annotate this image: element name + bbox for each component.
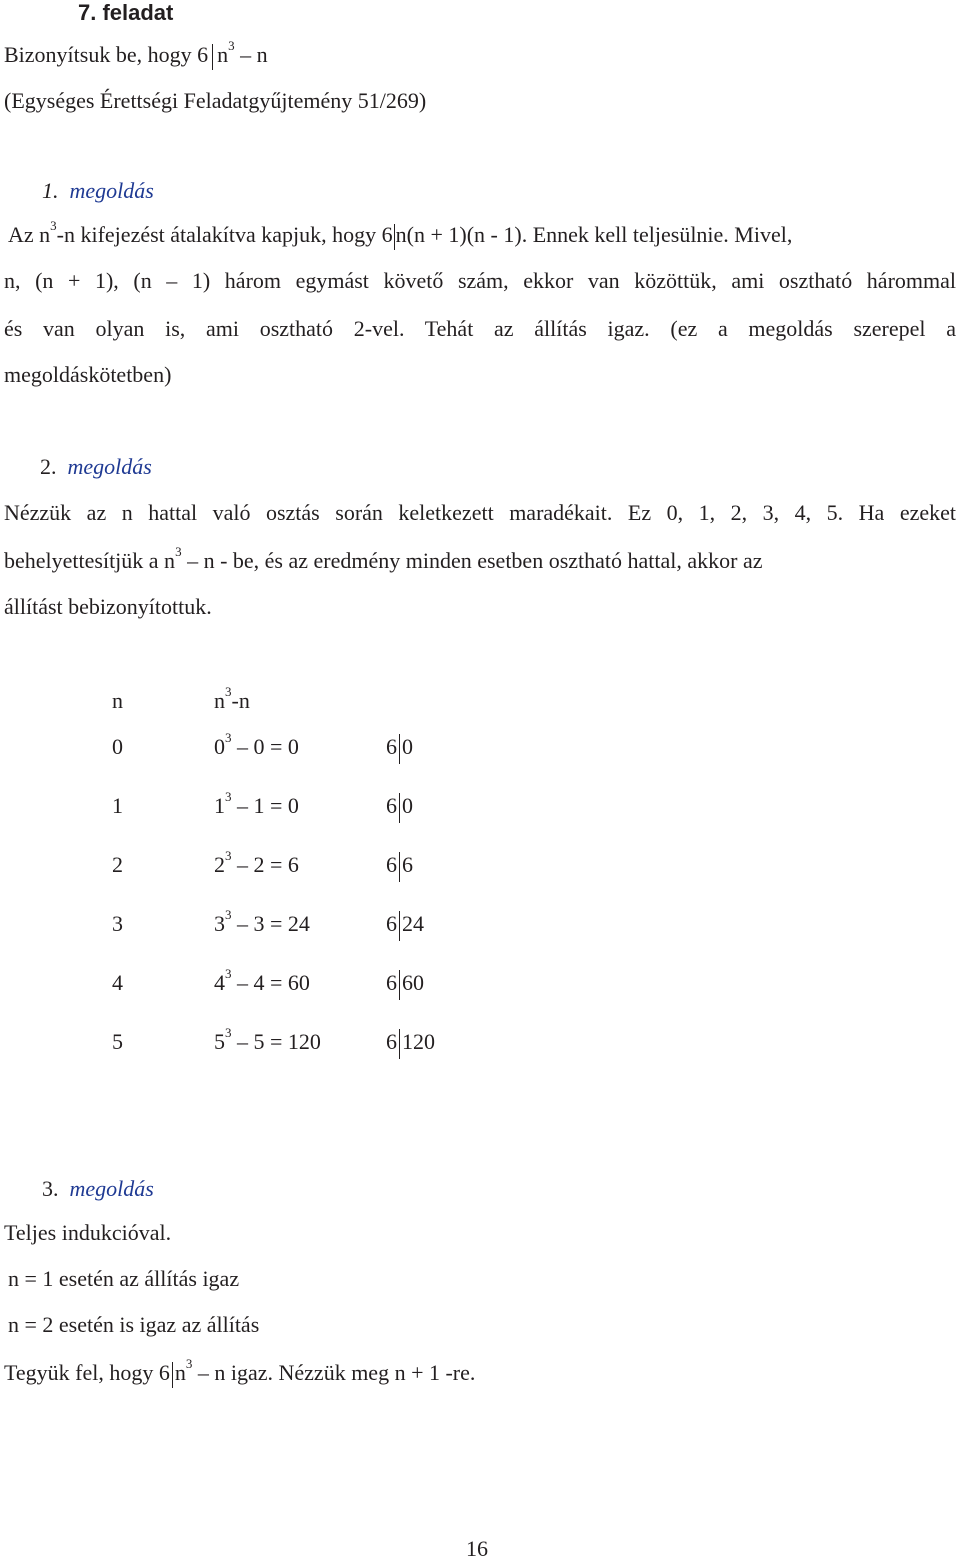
table-cell-n: 3 <box>112 911 123 936</box>
dividend: 24 <box>402 911 424 937</box>
page-title: 7. feladat <box>78 0 174 25</box>
solution-3-line-3: n = 2 esetén is igaz az állítás <box>8 1312 260 1337</box>
statement-expr: n <box>217 42 229 67</box>
table-cell-expression <box>214 907 310 937</box>
divisor: 6 <box>386 852 397 878</box>
table-cell-n: 0 <box>112 734 123 759</box>
solution-2-line-3: állítást bebizonyítottuk. <box>4 594 212 619</box>
dividend: 6 <box>402 852 413 878</box>
sol1-text-b: -n kifejezést átalakítva kapjuk, hogy 6 <box>56 222 393 247</box>
dividend: 120 <box>402 1029 435 1055</box>
expr-exponent: 3 <box>225 730 232 745</box>
solution-1-line-2: n, (n + 1), (n – 1) három egymást követő szám, ekkor van közöttük, ami osztható hárommal <box>4 268 956 293</box>
solution-3-line-4 <box>4 1356 476 1388</box>
dividend: 0 <box>402 793 413 819</box>
sol1-text-c: n(n + 1)(n - 1). Ennek kell teljesülnie. Mivel, <box>395 222 793 247</box>
expr-base: 2 <box>214 852 225 877</box>
table-cell-divisibility <box>386 911 424 941</box>
header-expr-a: n <box>214 688 225 713</box>
solution-1-line-1 <box>8 218 956 250</box>
table-cell-divisibility <box>386 734 413 764</box>
table-cell-expression <box>214 848 299 878</box>
statement-suffix: – n <box>240 42 268 67</box>
statement-prefix: Bizonyítsuk be, hogy 6 <box>4 42 209 67</box>
header-expr-exp: 3 <box>225 684 232 699</box>
solution-2-line-2 <box>4 544 956 574</box>
table-cell-divisibility <box>386 852 413 882</box>
dividend: 0 <box>402 734 413 760</box>
expr-rest: – 1 = 0 <box>231 793 299 818</box>
solution-1-number: 1. <box>42 178 59 203</box>
divides-bar <box>399 734 400 764</box>
solution-2-line-1: Nézzük az n hattal való osztás során keletkezett maradékait. Ez 0, 1, 2, 3, 4, 5. Ha ezeket <box>4 500 956 525</box>
expr-base: 3 <box>214 911 225 936</box>
expr-rest: – 3 = 24 <box>231 911 310 936</box>
expr-exponent: 3 <box>225 789 232 804</box>
expr-base: 5 <box>214 1029 225 1054</box>
solution-2-number: 2. <box>40 454 57 479</box>
solution-3-line-1: Teljes indukcióval. <box>4 1220 172 1245</box>
header-expr-b: -n <box>231 688 250 713</box>
table-cell-expression <box>214 1025 321 1055</box>
table-cell-divisibility <box>386 1029 435 1059</box>
expr-base: 4 <box>214 970 225 995</box>
table-cell-n: 4 <box>112 970 123 995</box>
divides-bar <box>399 852 400 882</box>
expr-base: 1 <box>214 793 225 818</box>
table-header-expr <box>214 684 250 714</box>
expr-rest: – 0 = 0 <box>231 734 299 759</box>
divisor: 6 <box>386 970 397 996</box>
solution-3-line-2: n = 1 esetén az állítás igaz <box>8 1266 240 1291</box>
solution-1-label: megoldás <box>69 178 154 203</box>
solution-2-heading <box>40 454 152 480</box>
divides-bar <box>394 224 395 250</box>
table-cell-expression <box>214 730 299 760</box>
sol3-text-c: – n igaz. Nézzük meg n + 1 -re. <box>192 1360 476 1385</box>
expr-exponent: 3 <box>225 907 232 922</box>
divides-bar <box>399 911 400 941</box>
solution-1-heading <box>42 178 154 204</box>
table-cell-n: 2 <box>112 852 123 877</box>
dividend: 60 <box>402 970 424 996</box>
divisor: 6 <box>386 734 397 760</box>
statement-exp: 3 <box>228 38 235 53</box>
table-cell-expression <box>214 966 310 996</box>
table-cell-n: 5 <box>112 1029 123 1054</box>
divides-bar <box>212 44 213 70</box>
solution-3-label: megoldás <box>69 1176 154 1201</box>
divides-bar <box>399 1029 400 1059</box>
expr-base: 0 <box>214 734 225 759</box>
divisor: 6 <box>386 911 397 937</box>
divides-bar <box>399 793 400 823</box>
expr-rest: – 4 = 60 <box>231 970 310 995</box>
solution-2-label: megoldás <box>67 454 152 479</box>
source-reference: (Egységes Érettségi Feladatgyűjtemény 51/269) <box>4 88 427 113</box>
solution-1-line-3: és van olyan is, ami osztható 2-vel. Tehát az állítás igaz. (ez a megoldás szerepel a <box>4 316 956 341</box>
sol3-text-a: Tegyük fel, hogy 6 <box>4 1360 170 1385</box>
solution-3-number: 3. <box>42 1176 59 1201</box>
expr-exponent: 3 <box>225 1025 232 1040</box>
solution-1-line-4: megoldáskötetben) <box>4 362 172 387</box>
table-cell-n: 1 <box>112 793 123 818</box>
expr-exponent: 3 <box>225 848 232 863</box>
sol2-text-a: behelyettesítjük a n <box>4 548 176 573</box>
divides-bar <box>399 970 400 1000</box>
sol1-exp: 3 <box>50 218 57 233</box>
divisor: 6 <box>386 793 397 819</box>
divides-bar <box>172 1362 173 1388</box>
page-number: 16 <box>466 1536 488 1561</box>
table-cell-expression <box>214 789 299 819</box>
divisor: 6 <box>386 1029 397 1055</box>
table-cell-divisibility <box>386 970 424 1000</box>
sol2-exp: 3 <box>175 544 182 559</box>
sol3-exp: 3 <box>185 1356 193 1371</box>
table-cell-divisibility <box>386 793 413 823</box>
expr-rest: – 2 = 6 <box>231 852 299 877</box>
problem-statement <box>4 38 268 70</box>
expr-exponent: 3 <box>225 966 232 981</box>
sol3-text-b: n <box>174 1360 186 1385</box>
sol1-text-a: Az n <box>8 222 51 247</box>
expr-rest: – 5 = 120 <box>231 1029 321 1054</box>
solution-3-heading <box>42 1176 154 1202</box>
table-header-n: n <box>112 688 123 713</box>
sol2-text-b: – n - be, és az eredmény minden esetben osztható hattal, akkor az <box>181 548 763 573</box>
